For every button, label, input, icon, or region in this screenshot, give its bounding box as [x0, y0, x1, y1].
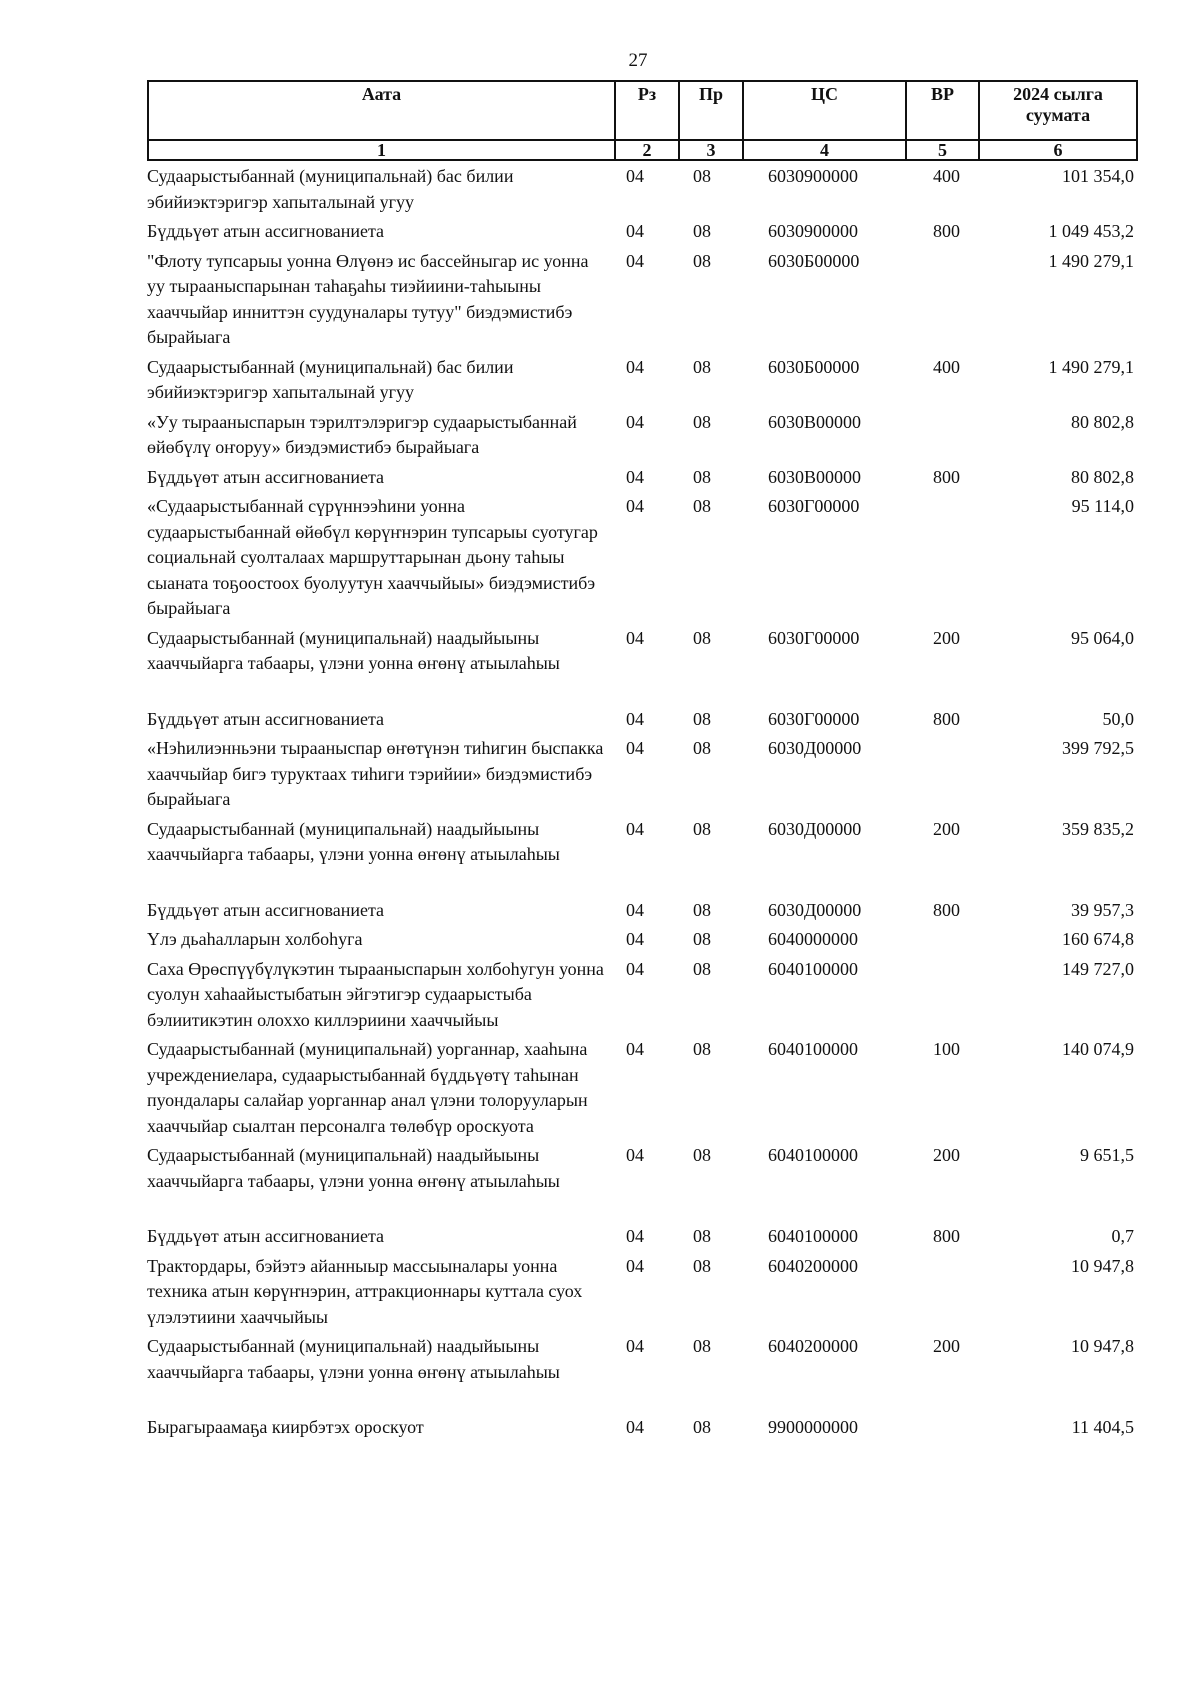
table-row: [147, 1037, 1136, 1143]
row-name: "Флоту тупсарыы уонна Өлүөнэ ис бассейныгар ис уонна уу тырааныспарынан таһаҕаһы тиэйиини-таһыыны хааччыйар инниттэн суудуналары тутуу" биэдэмистибэ бырайыага: [147, 250, 589, 347]
row-pr: 08: [693, 627, 711, 648]
row-cs: 6040100000: [768, 1145, 858, 1165]
row-rz: 04: [626, 166, 644, 186]
row-rz: 04: [626, 250, 644, 271]
row-name: Бүддьүөт атын ассигнованиета: [147, 1226, 385, 1246]
column-number: 6: [979, 140, 1137, 160]
row-cs: 6030В00000: [768, 466, 862, 487]
row-name: Бүддьүөт атын ассигнованиета: [147, 221, 385, 241]
row-vr: [905, 494, 978, 626]
row-sum: 39 957,3: [1071, 899, 1134, 920]
budget-table-body: [147, 164, 1136, 1445]
row-rz: 04: [626, 708, 644, 729]
row-name: Бүддьүөт атын ассигнованиета: [147, 708, 385, 729]
row-vr: 800: [933, 466, 960, 487]
row-vr: [905, 736, 978, 817]
row-rz: 04: [626, 221, 644, 241]
row-rz: 04: [626, 738, 644, 758]
table-row: [147, 957, 1136, 1038]
row-sum: 359 835,2: [1062, 818, 1134, 839]
row-vr: [905, 1254, 978, 1335]
header-rz: Рз: [615, 81, 679, 140]
column-number: 3: [679, 140, 743, 160]
row-vr: 800: [933, 221, 960, 241]
row-sum: 50,0: [1102, 708, 1134, 729]
row-sum: 140 074,9: [1062, 1039, 1134, 1059]
row-rz: 04: [626, 496, 644, 516]
row-sum: 1 490 279,1: [1048, 250, 1134, 271]
header-cs: ЦС: [743, 81, 906, 140]
row-cs: 6030900000: [768, 221, 858, 241]
row-pr: 08: [693, 166, 711, 186]
row-rz: 04: [626, 899, 644, 920]
column-number: 2: [615, 140, 679, 160]
row-cs: 6040100000: [768, 1226, 858, 1246]
row-rz: 04: [626, 958, 644, 979]
row-cs: 6040000000: [768, 929, 858, 949]
table-row: [147, 494, 1136, 626]
row-pr: 08: [693, 958, 711, 979]
row-cs: 6030Д00000: [768, 738, 862, 758]
row-name: Бырагыраамаҕа киирбэтэх ороскуот: [147, 1417, 424, 1437]
row-pr: 08: [693, 411, 711, 432]
row-pr: 08: [693, 1417, 711, 1437]
row-vr: 100: [933, 1039, 960, 1059]
row-cs: 6030Г00000: [768, 627, 860, 648]
row-cs: 6030Б00000: [768, 250, 860, 271]
column-number: 4: [743, 140, 906, 160]
row-pr: 08: [693, 818, 711, 839]
table-row: [147, 410, 1136, 465]
table-row: [147, 707, 1136, 737]
row-rz: 04: [626, 1226, 644, 1246]
header-name: Аата: [148, 81, 615, 140]
row-rz: 04: [626, 411, 644, 432]
row-name: Саха Өрөспүүбүлүкэтин тырааныспарын холбоһугун уонна суолун хаһаайыстыбатын эйгэтигэр судаарыстыба бэлиитикэтин олоххо киллэриини хааччыйыы: [147, 958, 604, 1030]
row-rz: 04: [626, 1417, 644, 1437]
row-name: «Судаарыстыбаннай сүрүннээһини уонна судаарыстыбаннай өйөбүл көрүҥнэрин тупсарыы суотугар социальнай суолталаах маршруттарынан дьону таһыы сыаната тоҕоостоох буолуутун хааччыйыы» биэдэмистибэ бырайыага: [147, 496, 598, 618]
row-sum: 149 727,0: [1062, 958, 1134, 979]
row-rz: 04: [626, 818, 644, 839]
row-pr: 08: [693, 1145, 711, 1165]
row-pr: 08: [693, 738, 711, 758]
column-number: 5: [906, 140, 979, 160]
row-sum: 0,7: [1111, 1226, 1134, 1246]
row-vr: 800: [933, 1226, 960, 1246]
table-row: [147, 1415, 1136, 1445]
table-row: [147, 1334, 1136, 1415]
row-pr: 08: [693, 466, 711, 487]
row-cs: 6040100000: [768, 958, 858, 979]
row-name: «Нэһилиэнньэни тырааныспар өҥөтүнэн тиһигин быспакка хааччыйар бигэ туруктаах тиһиги тэрийии» биэдэмистибэ бырайыага: [147, 738, 604, 809]
row-cs: 6030Г00000: [768, 496, 860, 516]
header-sum: 2024 сылга суумата: [979, 81, 1137, 140]
page-number: 27: [628, 50, 648, 71]
table-row: [147, 249, 1136, 355]
row-name: Судаарыстыбаннай (муниципальнай) наадыйыыны хааччыйарга табаары, үлэни уонна өҥөнү атыылаһыы: [147, 1336, 560, 1382]
row-rz: 04: [626, 466, 644, 487]
row-pr: 08: [693, 1336, 711, 1356]
row-sum: 101 354,0: [1062, 166, 1134, 186]
row-pr: 08: [693, 929, 711, 949]
row-vr: [905, 927, 978, 957]
row-vr: [905, 249, 978, 355]
row-cs: 6040200000: [768, 1336, 858, 1356]
row-name: Судаарыстыбаннай (муниципальнай) наадыйыыны хааччыйарга табаары, үлэни уонна өҥөнү атыылаһыы: [147, 1145, 560, 1191]
column-number-row: [148, 140, 1137, 160]
row-sum: 95 114,0: [1071, 496, 1134, 516]
row-cs: 6030Д00000: [768, 818, 862, 839]
row-name: Бүддьүөт атын ассигнованиета: [147, 466, 385, 487]
row-name: Трактордары, бэйэтэ айанныыр массыыналары уонна техника атын көрүҥнэрин, аттракционнары куттала суох үлэлэтиини хааччыйыы: [147, 1255, 583, 1327]
row-rz: 04: [626, 929, 644, 949]
row-name: Судаарыстыбаннай (муниципальнай) уорганнар, хааһына учреждениелара, судаарыстыбаннай бүддьүөтү таһынан пуондалары салайар уорганнар анал үлэни толорууларын хааччыйар сыалтан персоналга төлөбүр ороскуота: [147, 1039, 588, 1136]
row-cs: 6030Г00000: [768, 708, 860, 729]
row-name: Судаарыстыбаннай (муниципальнай) бас билии эбийиэктэригэр хапыталынай угуу: [147, 166, 514, 212]
row-pr: 08: [693, 356, 711, 377]
row-rz: 04: [626, 1039, 644, 1059]
table-row: [147, 626, 1136, 707]
row-sum: 160 674,8: [1062, 929, 1134, 949]
row-vr: 200: [933, 627, 960, 648]
row-cs: 6030900000: [768, 166, 858, 186]
table-row: [147, 164, 1136, 219]
row-sum: 10 947,8: [1071, 1255, 1134, 1276]
row-vr: 400: [933, 356, 960, 377]
row-pr: 08: [693, 250, 711, 271]
table-header: [147, 80, 1138, 161]
row-vr: [905, 957, 978, 1038]
row-vr: 200: [933, 1145, 960, 1165]
row-sum: 11 404,5: [1071, 1417, 1134, 1437]
row-sum: 1 049 453,2: [1048, 221, 1134, 241]
row-vr: 200: [933, 818, 960, 839]
row-vr: 200: [933, 1336, 960, 1356]
table-row: [147, 817, 1136, 898]
header-pr: Пр: [679, 81, 743, 140]
row-cs: 6030В00000: [768, 411, 862, 432]
row-rz: 04: [626, 1336, 644, 1356]
row-sum: 1 490 279,1: [1048, 356, 1134, 377]
table-row: [147, 1254, 1136, 1335]
row-vr: [905, 410, 978, 465]
table-row: [147, 1143, 1136, 1224]
row-name: Судаарыстыбаннай (муниципальнай) бас билии эбийиэктэригэр хапыталынай угуу: [147, 356, 514, 402]
row-pr: 08: [693, 1255, 711, 1276]
row-pr: 08: [693, 496, 711, 516]
row-rz: 04: [626, 1255, 644, 1276]
row-cs: 6040100000: [768, 1039, 858, 1059]
table-row: [147, 1224, 1136, 1254]
header-row: [148, 81, 1137, 140]
row-sum: 80 802,8: [1071, 411, 1134, 432]
table-row: [147, 355, 1136, 410]
table-row: [147, 219, 1136, 249]
row-sum: 10 947,8: [1071, 1336, 1134, 1356]
row-sum: 95 064,0: [1071, 627, 1134, 648]
row-vr: 800: [933, 899, 960, 920]
row-sum: 80 802,8: [1071, 466, 1134, 487]
row-cs: 6040200000: [768, 1255, 858, 1276]
header-vr: ВР: [906, 81, 979, 140]
row-sum: 9 651,5: [1080, 1145, 1134, 1165]
row-pr: 08: [693, 221, 711, 241]
row-name: «Уу тырааныспарын тэрилтэлэригэр судаарыстыбаннай өйөбүлү оҥоруу» биэдэмистибэ бырайыага: [147, 411, 577, 457]
row-pr: 08: [693, 708, 711, 729]
table-row: [147, 927, 1136, 957]
row-pr: 08: [693, 1039, 711, 1059]
row-rz: 04: [626, 356, 644, 377]
row-pr: 08: [693, 899, 711, 920]
row-vr: 800: [933, 708, 960, 729]
column-number: 1: [148, 140, 615, 160]
table-row: [147, 465, 1136, 495]
row-cs: 9900000000: [768, 1417, 858, 1437]
row-name: Үлэ дьаһалларын холбоһуга: [147, 929, 363, 949]
row-vr: [905, 1415, 978, 1445]
row-rz: 04: [626, 627, 644, 648]
row-name: Судаарыстыбаннай (муниципальнай) наадыйыыны хааччыйарга табаары, үлэни уонна өҥөнү атыылаһыы: [147, 627, 560, 673]
row-name: Судаарыстыбаннай (муниципальнай) наадыйыыны хааччыйарга табаары, үлэни уонна өҥөнү атыылаһыы: [147, 818, 560, 864]
row-vr: 400: [933, 166, 960, 186]
row-sum: 399 792,5: [1062, 738, 1134, 758]
row-rz: 04: [626, 1145, 644, 1165]
table-row: [147, 898, 1136, 928]
table-row: [147, 736, 1136, 817]
row-name: Бүддьүөт атын ассигнованиета: [147, 899, 385, 920]
row-cs: 6030Б00000: [768, 356, 860, 377]
row-pr: 08: [693, 1226, 711, 1246]
row-cs: 6030Д00000: [768, 899, 862, 920]
